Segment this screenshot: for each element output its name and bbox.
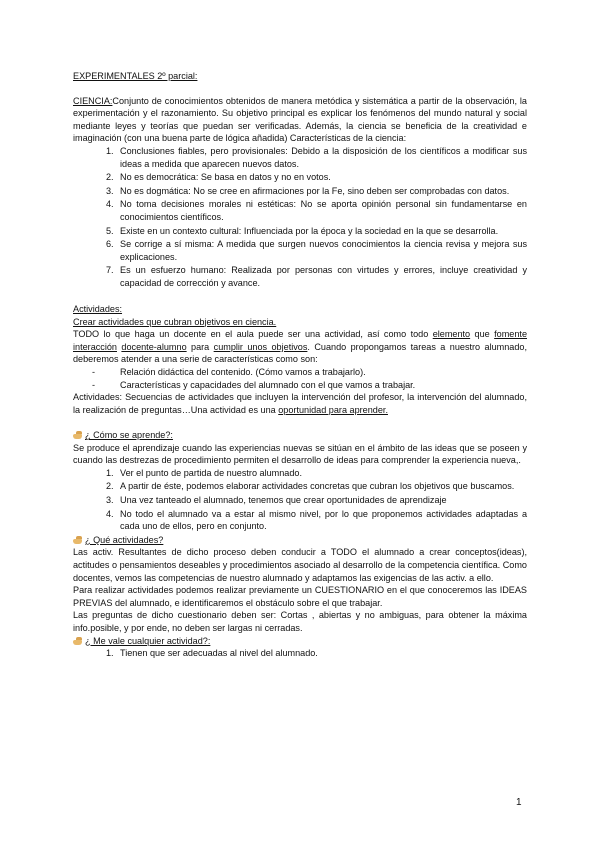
actividades-dash-list: [73, 366, 527, 391]
actividades-paragraph: TODO lo que haga un docente en el aula puede ser una actividad, así como todo elemento que fomente interacción docente-alumno para cumplir unos objetivos. Cuando propongamos tareas a nuestro alumnado, deberemos atender a una serie de características como son:: [73, 329, 527, 365]
ciencia-paragraph: [73, 95, 527, 145]
vale-heading: ¿ Me vale cualquier actividad?:: [73, 635, 527, 648]
pointing-hand-icon: [73, 431, 83, 439]
list-item: - Relación didáctica del contenido. (Cómo vamos a trabajarlo).: [92, 367, 366, 378]
ciencia-list: [73, 145, 527, 290]
list-item: - Características y capacidades del alumnado con el que vamos a trabajar.: [92, 379, 416, 390]
list-item: 4. No todo el alumnado va a estar al mismo nivel, por lo que proponemos actividades adaptadas a cada uno de ellos, pero en conjunto.: [106, 508, 527, 532]
list-item: 2. No es democrática: Se basa en datos y no en votos.: [106, 172, 331, 183]
document-title: EXPERIMENTALES 2º parcial:: [73, 71, 198, 81]
actividades-heading: Actividades:: [73, 304, 123, 315]
list-item: 3. No es dogmática: No se cree en afirmaciones por la Fe, sino deben ser comprobadas con datos.: [106, 185, 510, 196]
ciencia-definition: Conjunto de conocimientos obtenidos de manera metódica y sistemática a partir de la observación, la experimentación y el razonamiento. Su objetivo principal es explicar los fenómenos del mundo natural y social mediante leyes y teorías que puedan ser verificadas. Además, la ciencia se beneficia de la creatividad e imaginación (con una buena parte de lógica añadida) Características de la ciencia:: [73, 95, 527, 144]
ciencia-term: CIENCIA:: [73, 95, 113, 106]
que-heading: ¿ Qué actividades?: [73, 534, 527, 547]
list-item: 1. Tienen que ser adecuadas al nivel del alumnado.: [106, 648, 318, 659]
list-item: 5. Existe en un contexto cultural: Influenciada por la época y la sociedad en la que se desarrolla.: [106, 225, 499, 236]
list-item: 1. Conclusiones fiables, pero provisionales: Debido a la disposición de los científicos a modificar sus ideas a medida que aparecen nuevos datos.: [106, 145, 527, 169]
list-item: 2. A partir de éste, podemos elaborar actividades concretas que cubran los objetivos que buscamos.: [106, 481, 515, 492]
list-item: 3. Una vez tanteado el alumnado, tenemos que crear oportunidades de aprendizaje: [106, 495, 447, 505]
actividades-subheading: Crear actividades que cubran objetivos en ciencia.: [73, 316, 277, 327]
como-list: [73, 467, 527, 533]
list-item: 4. No toma decisiones morales ni estéticas: No se aporta opinión personal sin fundamentarse en conocimientos científicos.: [106, 199, 527, 222]
que-paragraph-3: Las preguntas de dicho cuestionario deben ser: Cortas , abiertas y no ambiguas, para obtener la máxima info.posible, y por ende, no deben ser largas ni cerradas.: [73, 610, 527, 633]
list-item: 1. Ver el punto de partida de nuestro alumnado.: [106, 467, 303, 478]
pointing-hand-icon: [73, 637, 83, 645]
que-paragraph-1: Las activ. Resultantes de dicho proceso deben conducir a TODO el alumnado a crear conceptos(ideas), actitudes o pensamientos deseables y procedimientos asociado al desarrollo de la competencia científica. Como docentes, vemos las competencias de nuestro alumnado y adaptamos las exigencias de las activ. a ello.: [73, 547, 527, 583]
como-heading: ¿ Cómo se aprende?:: [73, 429, 527, 442]
como-paragraph: Se produce el aprendizaje cuando las experiencias nuevas se sitúan en el ámbito de las ideas que se poseen y cuando las destrezas de procedimiento permiten el desarrollo de ideas para comprender la experiencia nueva,.: [73, 442, 527, 466]
document-content: [73, 70, 527, 661]
pointing-hand-icon: [73, 536, 83, 544]
actividades-definition: Actividades: Secuencias de actividades que incluyen la intervención del profesor, la intervención del alumnado, la realización de preguntas…Una actividad es una oportunidad para aprender.: [73, 392, 527, 415]
page-number: 1: [516, 797, 522, 808]
vale-list: [73, 647, 527, 660]
list-item: 7. Es un esfuerzo humano: Realizada por personas con virtudes y errores, incluye creatividad y capacidad de corrección y avance.: [106, 265, 527, 288]
que-paragraph-2: Para realizar actividades podemos realizar previamente un CUESTIONARIO en el que conoceremos las IDEAS PREVIAS del alumnado, e identificaremos el obstáculo sobre el que trabajar.: [73, 585, 527, 608]
list-item: 6. Se corrige a sí misma: A medida que surgen nuevos conocimientos la ciencia revisa y mejora sus explicaciones.: [106, 239, 527, 262]
